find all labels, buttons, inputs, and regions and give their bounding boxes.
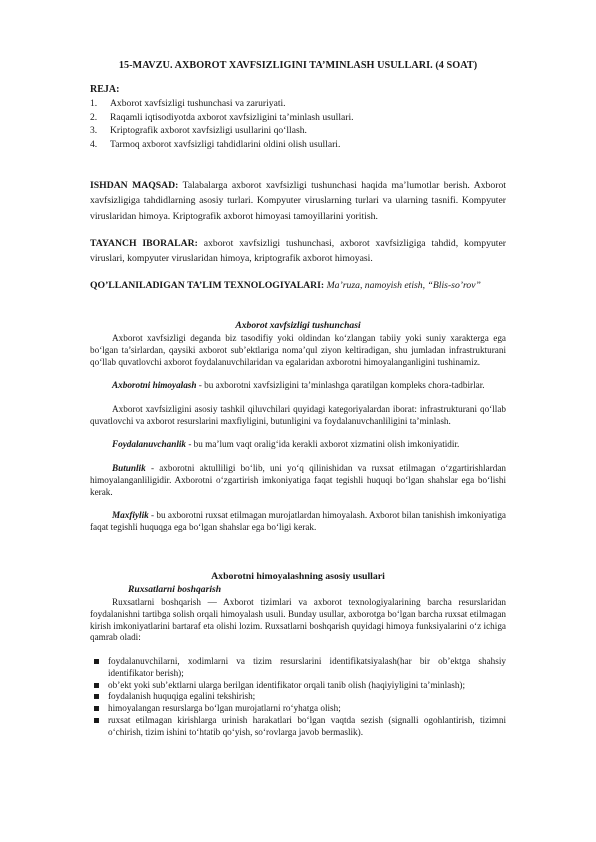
objective-label: ISHDAN MAQSAD: — [90, 180, 179, 191]
key-terms-label: TAYANCH IBORALAR: — [90, 238, 198, 249]
key-terms-paragraph — [90, 236, 506, 267]
section-heading: Axborot xavfsizligi tushunchasi — [235, 320, 361, 331]
subsection-heading: Ruxsatlarni boshqarish — [128, 584, 222, 595]
plan-item — [90, 97, 530, 111]
list-item — [90, 691, 506, 703]
objective-paragraph — [90, 178, 506, 224]
body-paragraph: Ruxsatlarni boshqarish — Axborot tizimlari va axborot texnologiyalarining barcha resurslaridan foydalanishni tartibga solish orqali himoyalash usuli. Bunday usullar, axborotga bo‘lgan barcha ruxsat etilmagan kirish imkoniyatlarini bartaraf eta olishi lozim. Ruxsatlarni boshqarish quyidagi himoya funksiyalarini o‘z ichiga qamrab oladi: — [90, 597, 506, 643]
document-title: 15-MAVZU. AXBOROT XAVFSIZLIGINI TA’MINLASH USULLARI. (4 SOAT) — [118, 60, 478, 71]
definition-text: - bu axborotni xavfsizligini ta’minlashga qaratilgan kompleks chora-tadbirlar. — [196, 380, 485, 390]
objective-text: Talabalarga axborot xavfsizligi tushunchasi haqida ma’lumotlar berish. Axborot xavfsizligiga tahdidlarning asosiy turlari. Kompyuter viruslarning turlari va ularning tasnifi. Kompyuter viruslaridan himoya. Kriptografik axborot himoyasi tamoyillarini yoritish. — [90, 180, 506, 222]
bullet-square-icon — [94, 694, 99, 699]
definition-text: - bu ma’lum vaqt oralig‘ida kerakli axborot xizmatini olish imkoniyatidir. — [186, 439, 460, 449]
plan-item — [90, 111, 530, 125]
definition-paragraph — [90, 439, 506, 451]
list-item-text: ruxsat etilmagan kirishlarga urinish harakatlari bo‘lgan vaqtda sezish (signalli ogohlantirish, tizimni o‘chirish, tizim ishini to‘htatib qo‘yish, so‘rovlarga javob bermaslik). — [108, 714, 506, 737]
bullet-square-icon — [94, 718, 99, 723]
bullet-list — [90, 656, 506, 739]
definition-text: - axborotni aktulliligi bo‘lib, uni yo‘q qilinishidan va ruxsat etilmagan o‘zgartirishlardan himoyalanganliligidir. Axborotni o‘zgartirish imkoniyatiga faqat tegishli huquqi bo‘lgan shahslar ega bo‘lishi kerak. — [90, 463, 506, 497]
key-terms-text: axborot xavfsizligi tushunchasi, axborot xavfsizligiga tahdid, kompyuter viruslari, kompyuter viruslaridan himoya, kriptografik axborot himoyasi. — [90, 238, 507, 265]
bullet-square-icon — [94, 659, 99, 664]
plan-item-number: 3. — [90, 125, 98, 137]
technologies-text: Ma’ruza, namoyish etish, “Blis-so’rov” — [324, 280, 481, 291]
definition-paragraph — [90, 510, 506, 534]
definition-term: Foydalanuvchanlik — [112, 439, 187, 449]
plan-item-text: Tarmoq axborot xavfsizligi tahdidlarini oldini olish usullari. — [110, 138, 341, 150]
list-item-text: foydalanish huquqiga egalini tekshirish; — [108, 691, 256, 702]
plan-item-number: 2. — [90, 111, 98, 123]
list-item-text: foydalanuvchilarni, xodimlarni va tizim resurslarini identifikatsiyalash(har bir ob’ektga shahsiy identifikator berish); — [108, 656, 506, 678]
plan-item — [90, 124, 530, 138]
definition-paragraph — [90, 380, 506, 392]
body-paragraph: Axborot xavfsizligi deganda biz tasodifiy yoki oldindan ko‘zlangan tabiiy yoki suniy xarakterga ega bo‘lgan ta’sirlardan, qaysiki axborot sub’ektlariga noma’qul ziyon keltiradigan, shu jumladan infrastrukturani qo‘llab quvatlovchi axborot foydalanuvchilaridan va egalaridan axborotni himoyalanganligini tushinamiz. — [90, 333, 506, 367]
list-item — [90, 715, 506, 739]
list-item — [90, 656, 506, 680]
plan-heading: REJA: — [90, 84, 120, 95]
plan-item — [90, 138, 530, 152]
bullet-square-icon — [94, 683, 99, 688]
technologies-label: QO’LLANILADIGAN TA’LIM TEXNOLOGIYALARI: — [90, 280, 325, 291]
definition-term: Butunlik — [112, 463, 146, 473]
plan-list — [90, 97, 530, 151]
list-item-text: himoyalangan resurslarga bo‘lgan murojatlarni ro‘yhatga olish; — [108, 703, 341, 714]
plan-item-text: Raqamli iqtisodiyotda axborot xavfsizligini ta’minlash usullari. — [110, 111, 354, 123]
list-item — [90, 680, 506, 692]
section-heading: Axborotni himoyalashning asosiy usullari — [211, 571, 385, 582]
definition-term: Maxfiylik — [112, 510, 149, 520]
technologies-paragraph — [90, 278, 506, 293]
definition-term: Axborotni himoyalash — [112, 380, 197, 390]
plan-item-number: 1. — [90, 98, 98, 109]
plan-item-text: Axborot xavfsizligi tushunchasi va zaruriyati. — [110, 98, 286, 109]
list-item — [90, 703, 506, 715]
list-item-text: ob’ekt yoki sub’ektlarni ularga berilgan identifikator orqali tanib olish (haqiyiyligini ta’minlash); — [108, 679, 466, 690]
plan-item-text: Kriptografik axborot xavfsizligi usullarini qo‘llash. — [110, 125, 307, 137]
definition-paragraph — [90, 463, 506, 498]
plan-item-number: 4. — [90, 138, 98, 150]
definition-text: - bu axborotni ruxsat etilmagan murojatlardan himoyalash. Axborot bilan tanishish imkoniyatiga faqat tegishli huquqga ega bo‘lgan shahslar ega bo‘ligi kerak. — [90, 510, 506, 532]
bullet-square-icon — [94, 706, 99, 711]
body-paragraph: Axborot xavfsizligini asosiy tashkil qiluvchilari quyidagi kategoriyalardan iborat: infrastrukturani qo‘llab quvatlovchi va axborot resurslarini maxfiyligini, butunligini va foydalanuvchanliligini ta’minlash. — [90, 404, 506, 426]
